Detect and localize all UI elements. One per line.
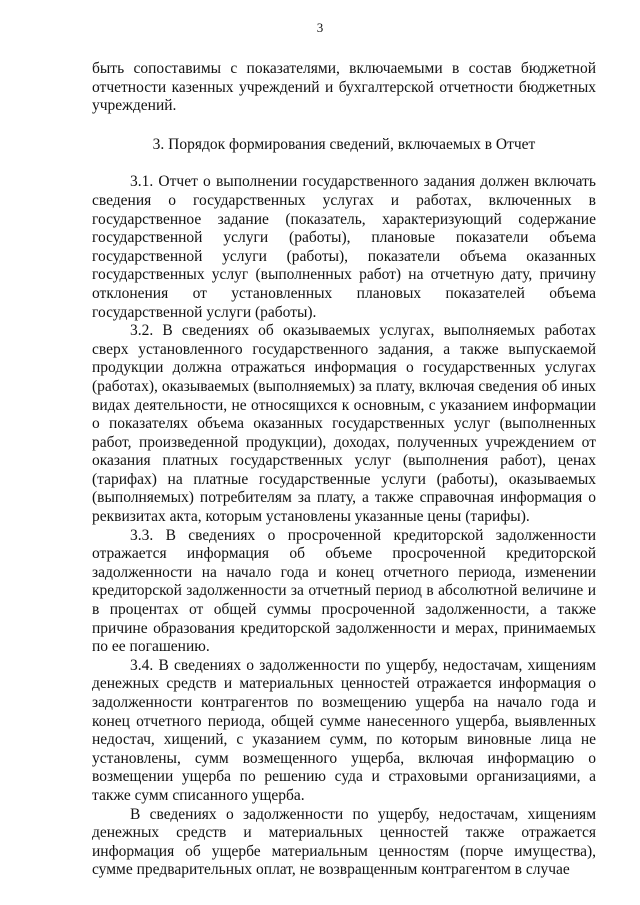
- intro-paragraph: быть сопоставимы с показателями, включаемыми в состав бюджетной отчетности казенных учреждений и бухгалтерской отчетности бюджетных учреждений.: [92, 60, 596, 115]
- page-number: 3: [316, 20, 324, 35]
- paragraph-3-2: 3.2. В сведениях об оказываемых услугах, выполняемых работах сверх установленного государственного задания, а также выпускаемой продукции должна отражаться информация о государственных услугах (работах), оказываемых (выполняемых) за плату, включая сведения об иных видах деятельности, не относящихся к основным, с указанием информации о показателях объема оказанных государственных услуг (выполненных работ, произведенной продукции), доходах, полученных учреждением от оказания платных государственных услуг (выполнения работ), ценах (тарифах) на платные государственные услуги (работы), оказываемых (выполняемых) потребителям за плату, а также справочная информация о реквизитах акта, которым установлены указанные цены (тарифы).: [92, 322, 596, 526]
- paragraph-3-4-continued: В сведениях о задолженности по ущербу, недостачам, хищениям денежных средств и материальных ценностей также отражается информация об ущербе материальным ценностям (порче имущества), сумме предварительных оплат, не возвращенным контрагентом в случае: [92, 805, 596, 879]
- section-heading: 3. Порядок формирования сведений, включаемых в Отчет: [152, 135, 536, 153]
- paragraph-3-3: 3.3. В сведениях о просроченной кредиторской задолженности отражается информация об объеме просроченной кредиторской задолженности на начало года и конец отчетного периода, изменении кредиторской задолженности за отчетный период в абсолютной величине и в процентах от общей суммы просроченной задолженности, а также причине образования кредиторской задолженности и мерах, принимаемых по ее погашению.: [92, 526, 596, 656]
- document-body: [92, 60, 596, 880]
- paragraph-3-1: 3.1. Отчет о выполнении государственного задания должен включать сведения о государственных услугах и работах, включенных в государственное задание (показатель, характеризующий содержание государственной услуги (работы), плановые показатели объема государственной услуги (работы), показатели объема оказанных государственных услуг (выполненных работ) на отчетную дату, причину отклонения от установленных плановых показателей объема государственной услуги (работы).: [92, 173, 596, 321]
- paragraph-3-4: 3.4. В сведениях о задолженности по ущербу, недостачам, хищениям денежных средств и материальных ценностей отражается информация о задолженности контрагентов по возмещению ущерба на начало года и конец отчетного периода, общей сумме нанесенного ущерба, выявленных недостач, хищений, с указанием сумм, по которым виновные лица не установлены, сумм возмещенного ущерба, включая информацию о возмещении ущерба по решению суда и страховыми организациями, а также сумм списанного ущерба.: [92, 656, 596, 804]
